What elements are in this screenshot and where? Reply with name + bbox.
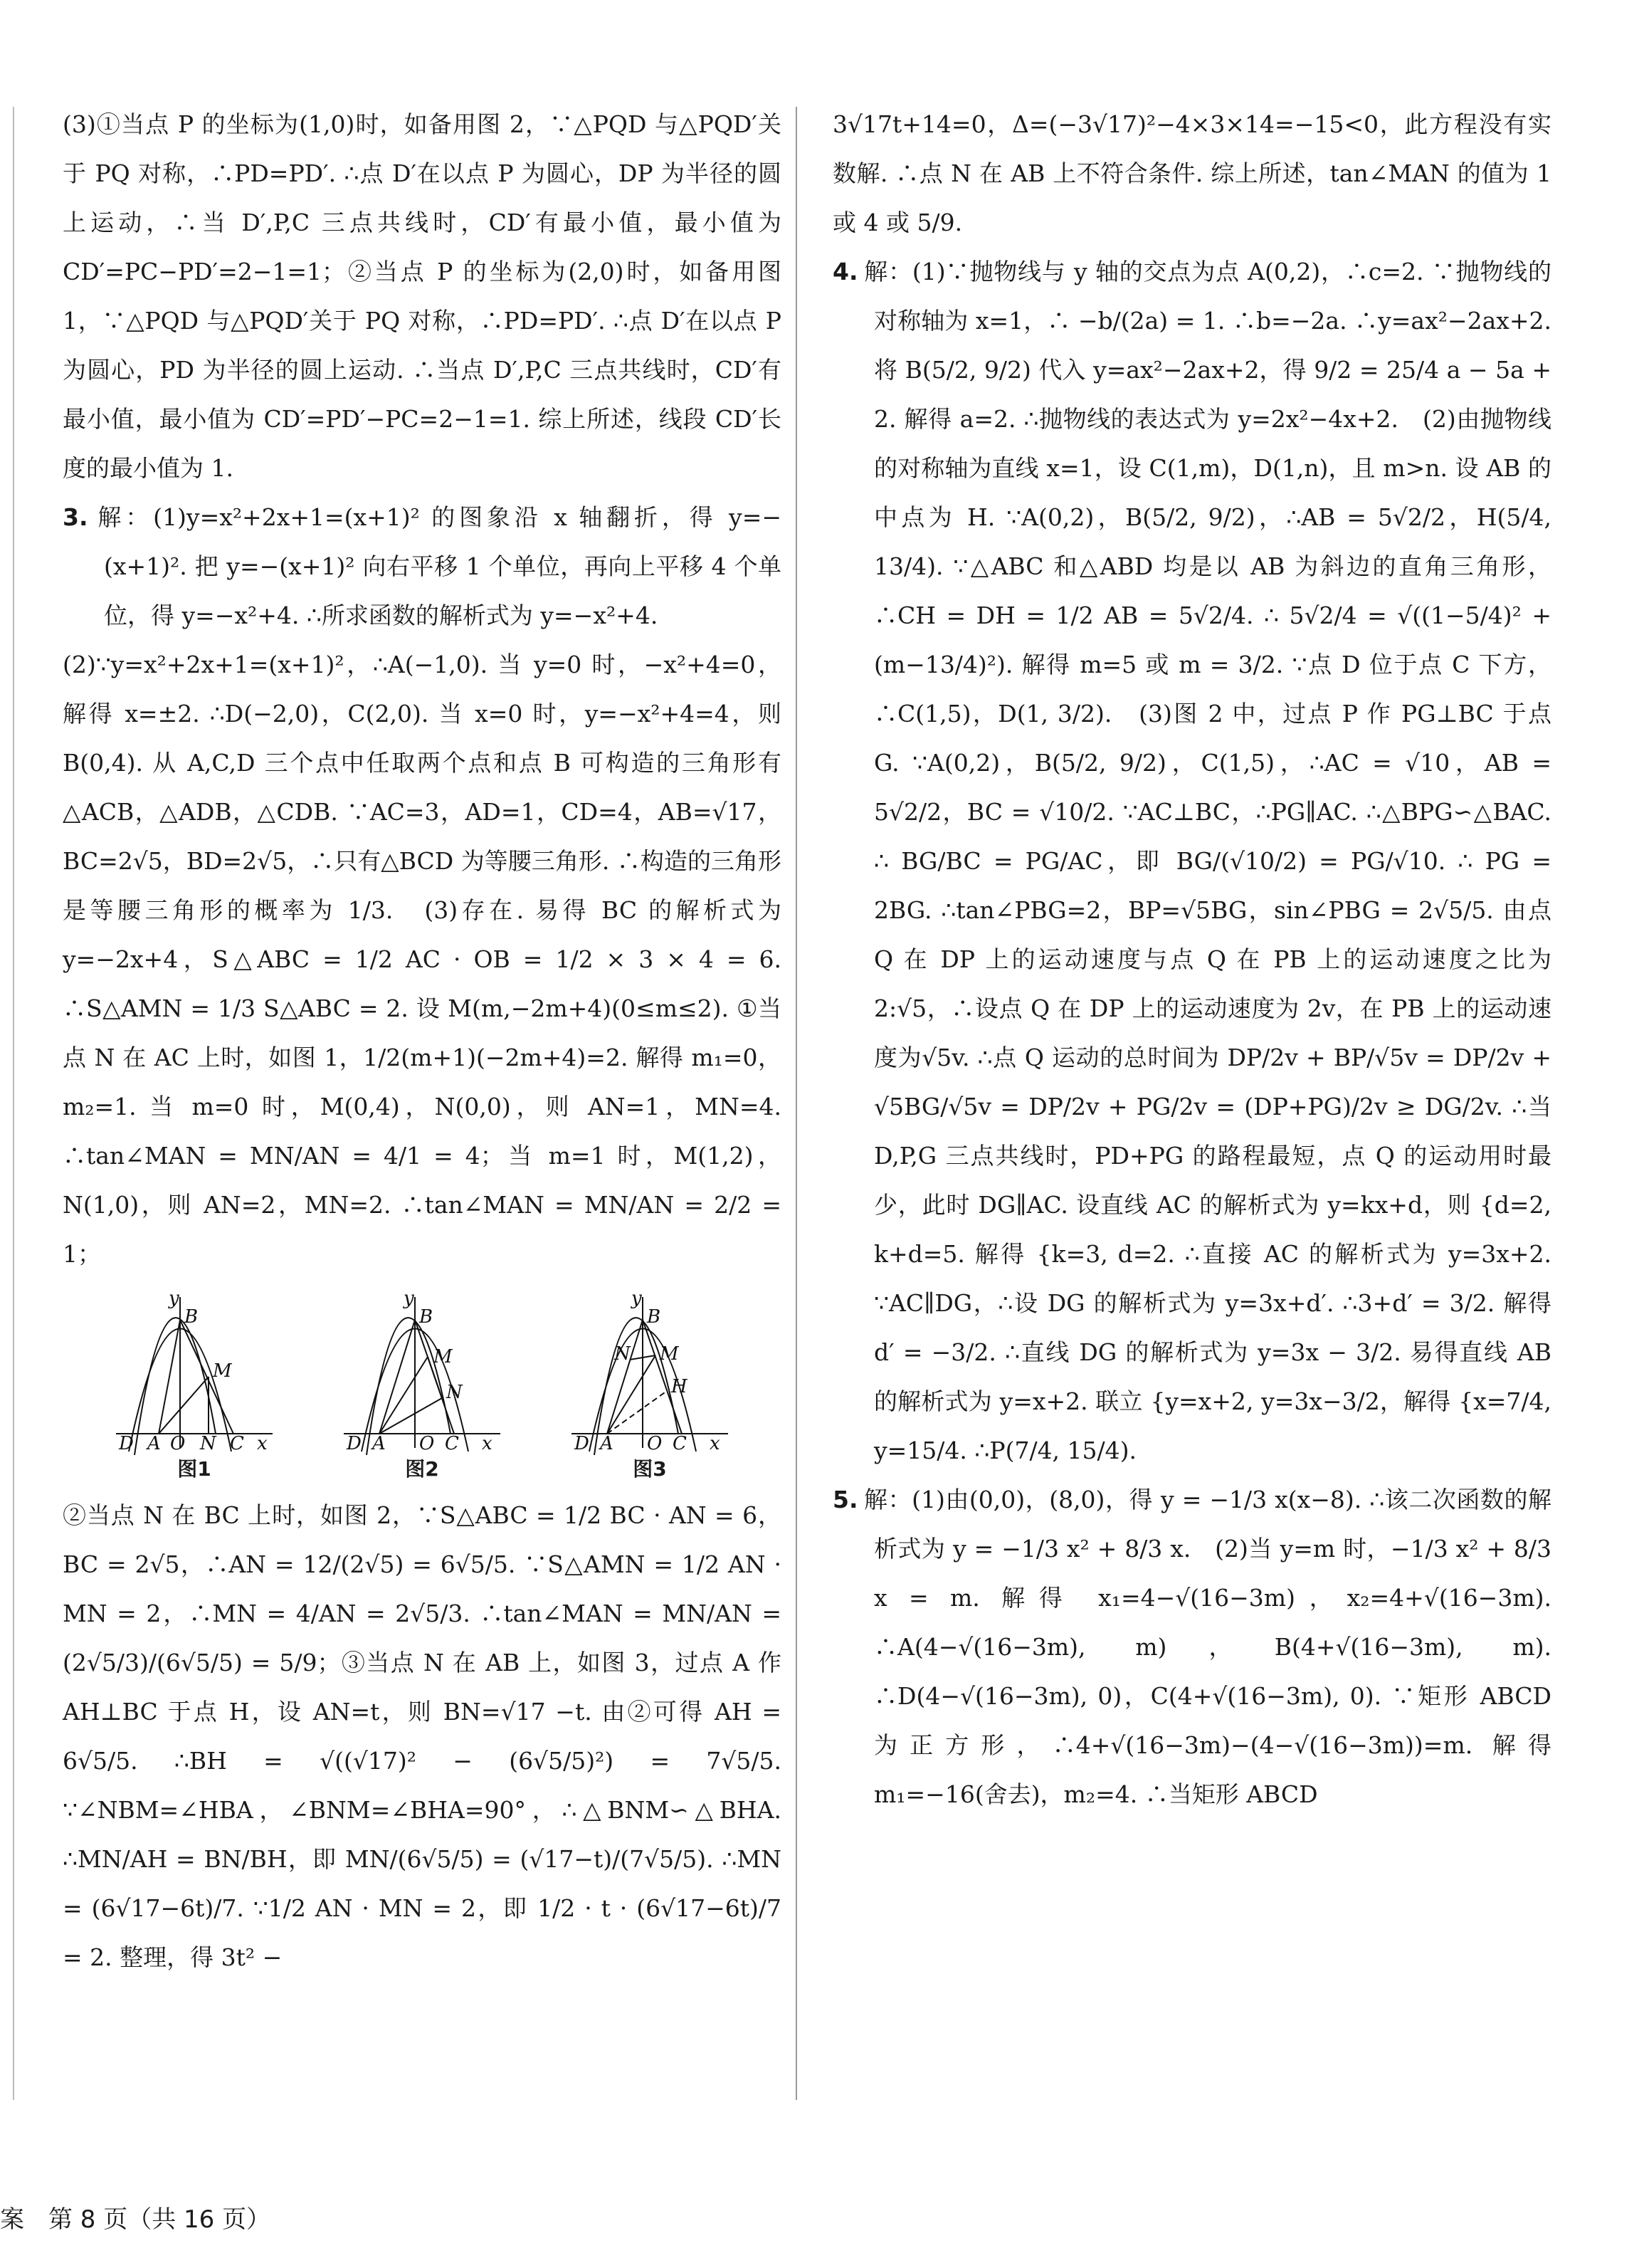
question-5-text: 解：(1)由(0,0)，(8,0)，得 y = −1/3 x(x−8). ∴该二次函数的解析式为 y = −1/3 x² + 8/3 x. (2)当 y=m 时，−1/3 x² + 8/3 x = m. 解得 x₁=4−√(16−3m)，x₂=4+√(16−3m). ∴A(4−√(16−3m), m)，B(4+√(16−3m), m). ∴D(4−√(16−3m), 0)，C(4+√(16−3m), 0). ∵矩形 ABCD 为正方形，∴4+√(16−3m)−(4−√(16−3m))=m. 解得 m₁=−16(舍去)，m₂=4. ∴当矩形 ABCD	[863, 1486, 1551, 1808]
figure-3-caption: 图3	[633, 1457, 667, 1481]
solution-part-3-continued: (3)①当点 P 的坐标为(1,0)时，如备用图 2，∵△PQD 与△PQD′关于 PQ 对称，∴PD=PD′. ∴点 D′在以点 P 为圆心，DP 为半径的圆上运动，∴当 D′,P,C 三点共线时，CD′有最小值，最小值为 CD′=PC−PD′=2−1=1；②当点 P 的坐标为(2,0)时，如备用图 1，∵△PQD 与△PQD′关于 PQ 对称，∴PD=PD′. ∴点 D′在以点 P 为圆心，PD 为半径的圆上运动. ∴当点 D′,P,C 三点共线时，CD′有最小值，最小值为 CD′=PD′−PC=2−1=1. 综上所述，线段 CD′长度的最小值为 1.	[63, 110, 781, 482]
question-4-text: 解：(1)∵抛物线与 y 轴的交点为点 A(0,2)，∴c=2. ∵抛物线的对称轴为 x=1，∴ −b/(2a) = 1. ∴b=−2a. ∴y=ax²−2ax+2. 将 B(5/2, 9/2) 代入 y=ax²−2ax+2，得 9/2 = 25/4 a − 5a + 2. 解得 a=2. ∴抛物线的表达式为 y=2x²−4x+2. (2)由抛物线的对称轴为直线 x=1，设 C(1,m)，D(1,n)，且 m>n. 设 AB 的中点为 H. ∵A(0,2)，B(5/2, 9/2)，∴AB = 5√2/2，H(5/4, 13/4). ∵△ABC 和△ABD 均是以 AB 为斜边的直角三角形，∴CH = DH = 1/2 AB = 5√2/4. ∴ 5√2/4 = √((1−5/4)² + (m−13/4)²). 解得 m=5 或 m = 3/2. ∵点 D 位于点 C 下方，∴C(1,5)，D(1, 3/2). (3)图 2 中，过点 P 作 PG⊥BC 于点 G. ∵A(0,2)，B(5/2, 9/2)，C(1,5)，∴AC = √10，AB = 5√2/2，BC = √10/2. ∵AC⊥BC，∴PG∥AC. ∴△BPG∽△BAC. ∴ BG/BC = PG/AC，即 BG/(√10/2) = PG/√10. ∴ PG = 2BG. ∴tan∠PBG=2，BP=√5BG，sin∠PBG = 2√5/5. 由点 Q 在 DP 上的运动速度与点 Q 在 PB 上的运动速度之比为 2:√5，∴设点 Q 在 DP 上的运动速度为 2v，在 PB 上的运动速度为√5v. ∴点 Q 运动的总时间为 DP/2v + BP/√5v = DP/2v + √5BG/√5v = DP/2v + PG/2v = (DP+PG)/2v ≥ DG/2v. ∴当 D,P,G 三点共线时，PD+PG 的路程最短，点 Q 的运动用时最少，此时 DG∥AC. 设直线 AC 的解析式为 y=kx+d，则 {d=2, k+d=5. 解得 {k=3, d=2. ∴直接 AC 的解析式为 y=3x+2. ∵AC∥DG，∴设 DG 的解析式为 y=3x+d′. ∴3+d′ = 3/2. 解得 d′ = −3/2. ∴直线 DG 的解析式为 y=3x − 3/2. 易得直线 AB 的解析式为 y=x+2. 联立 {y=x+2, y=3x−3/2，解得 {x=7/4, y=15/4. ∴P(7/4, 15/4).	[863, 258, 1551, 1464]
figure-row	[63, 1291, 781, 1484]
svg-text:N: N	[446, 1382, 463, 1403]
question-number-5: 5.	[833, 1486, 858, 1513]
svg-text:O: O	[419, 1433, 435, 1454]
svg-text:O: O	[170, 1433, 186, 1454]
svg-text:D: D	[119, 1433, 134, 1454]
question-5-solution	[833, 1475, 1551, 1819]
svg-text:C: C	[230, 1433, 244, 1454]
svg-text:y: y	[169, 1291, 179, 1309]
figure-3-graph	[564, 1291, 735, 1455]
svg-text:M: M	[213, 1360, 232, 1382]
question-number-4: 4.	[833, 258, 858, 285]
svg-text:N: N	[614, 1343, 631, 1365]
svg-text:M: M	[433, 1346, 453, 1367]
figure-1-graph	[109, 1291, 280, 1455]
question-number-3: 3.	[63, 503, 88, 531]
right-column	[833, 100, 1551, 1819]
question-3-part-2-3: (2)∵y=x²+2x+1=(x+1)²，∴A(−1,0). 当 y=0 时，−x²+4=0，解得 x=±2. ∴D(−2,0)，C(2,0). 当 x=0 时，y=−x²+4=4，则 B(0,4). 从 A,C,D 三个点中任取两个点和点 B 可构造的三角形有△ACB，△ADB，△CDB. ∵AC=3，AD=1，CD=4，AB=√17，BC=2√5，BD=2√5，∴只有△BCD 为等腰三角形. ∴构造的三角形是等腰三角形的概率为 1/3. (3)存在. 易得 BC 的解析式为 y=−2x+4，S△ABC = 1/2 AC · OB = 1/2 × 3 × 4 = 6. ∴S△AMN = 1/3 S△ABC = 2. 设 M(m,−2m+4)(0≤m≤2). ①当点 N 在 AC 上时，如图 1，1/2(m+1)(−2m+4)=2. 解得 m₁=0，m₂=1. 当 m=0 时，M(0,4)，N(0,0)，则 AN=1，MN=4. ∴tan∠MAN = MN/AN = 4/1 = 4；当 m=1 时，M(1,2)，N(1,0)，则 AN=2，MN=2. ∴tan∠MAN = MN/AN = 2/2 = 1；	[63, 651, 781, 1268]
column-divider	[796, 107, 797, 2100]
figure-2-graph	[337, 1291, 507, 1455]
figure-1-caption: 图1	[177, 1457, 211, 1481]
svg-text:M: M	[660, 1343, 679, 1365]
svg-text:C: C	[445, 1433, 459, 1454]
svg-text:C: C	[673, 1433, 687, 1454]
question-4-solution	[833, 247, 1551, 1475]
figure-3	[564, 1291, 735, 1484]
svg-text:H: H	[671, 1376, 687, 1397]
figure-1	[109, 1291, 280, 1484]
page-footer: 案 第 8 页（共 16 页）	[0, 2205, 271, 2234]
svg-text:A: A	[147, 1433, 161, 1454]
svg-text:B: B	[419, 1306, 433, 1328]
question-3-solution	[63, 493, 781, 640]
svg-text:B: B	[184, 1306, 199, 1328]
svg-text:N: N	[200, 1433, 216, 1454]
svg-text:O: O	[647, 1433, 663, 1454]
figure-2	[337, 1291, 507, 1484]
question-3-part-1: 解：(1)y=x²+2x+1=(x+1)² 的图象沿 x 轴翻折，得 y=−(x+1)². 把 y=−(x+1)² 向右平移 1 个单位，再向上平移 4 个单位，得 y=−x²+4. ∴所求函数的解析式为 y=−x²+4.	[93, 503, 781, 629]
svg-text:x: x	[482, 1433, 492, 1454]
question-3-conclusion: 3√17t+14=0，Δ=(−3√17)²−4×3×14=−15<0，此方程没有实数解. ∴点 N 在 AB 上不符合条件. 综上所述，tan∠MAN 的值为 1 或 4 或 5/9.	[833, 110, 1551, 236]
left-margin-rule	[13, 107, 14, 2100]
figure-2-caption: 图2	[405, 1457, 439, 1481]
svg-text:A: A	[372, 1433, 386, 1454]
question-3-part-3-continued: ②当点 N 在 BC 上时，如图 2，∵S△ABC = 1/2 BC · AN = 6，BC = 2√5，∴AN = 12/(2√5) = 6√5/5. ∵S△AMN = 1/2 AN · MN = 2，∴MN = 4/AN = 2√5/3. ∴tan∠MAN = MN/AN = (2√5/3)/(6√5/5) = 5/9；③当点 N 在 AB 上，如图 3，过点 A 作 AH⊥BC 于点 H，设 AN=t，则 BN=√17 −t. 由②可得 AH = 6√5/5. ∴BH = √((√17)² − (6√5/5)²) = 7√5/5. ∵∠NBM=∠HBA，∠BNM=∠BHA=90°，∴△BNM∽△BHA. ∴MN/AH = BN/BH，即 MN/(6√5/5) = (√17−t)/(7√5/5). ∴MN = (6√17−6t)/7. ∵1/2 AN · MN = 2，即 1/2 · t · (6√17−6t)/7 = 2. 整理，得 3t² −	[63, 1501, 781, 1971]
svg-text:x: x	[257, 1433, 268, 1454]
svg-text:y: y	[404, 1291, 414, 1309]
left-column	[63, 100, 781, 1982]
svg-text:A: A	[600, 1433, 613, 1454]
svg-text:x: x	[710, 1433, 720, 1454]
svg-text:y: y	[631, 1291, 642, 1309]
svg-text:B: B	[647, 1306, 661, 1328]
svg-text:D: D	[347, 1433, 362, 1454]
svg-text:D: D	[574, 1433, 589, 1454]
